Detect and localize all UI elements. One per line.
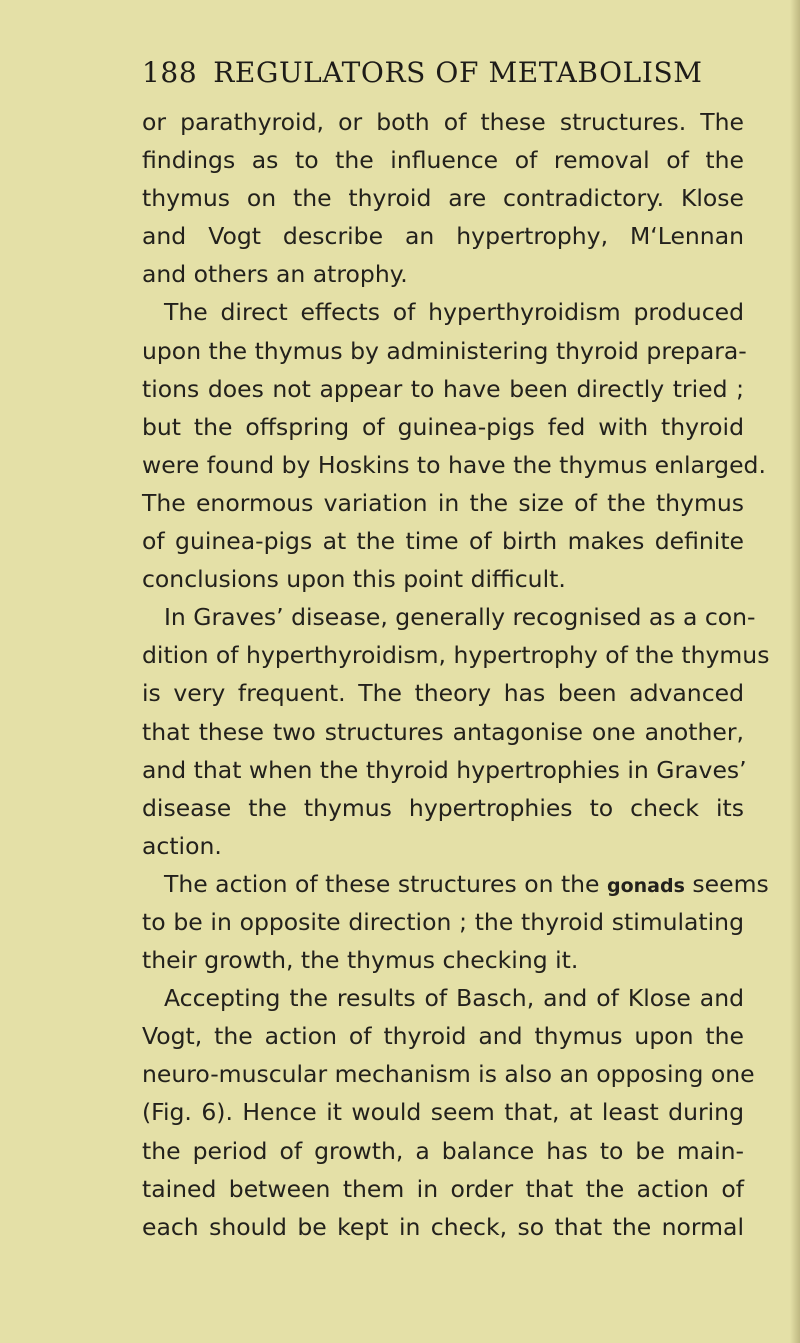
text-line: and that when the thyroid hypertrophies in Graves’ <box>142 755 747 784</box>
text-line: of guinea-pigs at the time of birth makes definite <box>142 527 744 556</box>
text-line: or parathyroid, or both of these structures. The <box>142 108 744 136</box>
text-line: and Vogt describe an hypertrophy, M‘Lennan <box>142 222 744 251</box>
text-fragment: The action of these structures on the <box>164 869 600 898</box>
text-line: dition of hyperthyroidism, hypertrophy of the thymus <box>142 641 770 670</box>
text-line: (Fig. 6). Hence it would seem that, at least during <box>142 1098 744 1127</box>
text-line: and others an atrophy. <box>142 260 408 289</box>
page-edge-shadow <box>790 0 800 1343</box>
text-line: findings as to the influence of removal of the <box>142 146 744 175</box>
text-line: In Graves’ disease, generally recognised as a con- <box>164 603 756 632</box>
page-number: 188 <box>142 56 198 89</box>
text-line <box>142 865 769 903</box>
body-text <box>142 103 770 1246</box>
text-line: action. <box>142 831 222 860</box>
text-line: that these two structures antagonise one another, <box>142 717 744 746</box>
text-line: is very frequent. The theory has been advanced <box>142 679 744 708</box>
text-line: each should be kept in check, so that the normal <box>142 1212 744 1241</box>
running-header <box>142 56 782 96</box>
text-line: to be in opposite direction ; the thyroid stimulating <box>142 907 744 936</box>
text-line: conclusions upon this point difficult. <box>142 565 566 594</box>
text-line: upon the thymus by administering thyroid prepara- <box>142 336 747 365</box>
running-title: REGULATORS OF METABOLISM <box>213 56 703 89</box>
text-line: The direct effects of hyperthyroidism produced <box>164 298 744 327</box>
text-line: but the offspring of guinea-pigs fed with thyroid <box>142 412 744 441</box>
text-line: tained between them in order that the action of <box>142 1174 744 1203</box>
text-line: the period of growth, a balance has to be main- <box>142 1136 744 1165</box>
term-gonads: gonads <box>607 874 685 897</box>
text-line: Accepting the results of Basch, and of Klose and <box>164 984 744 1013</box>
text-line: disease the thymus hypertrophies to check its <box>142 793 744 822</box>
text-line: neuro-muscular mechanism is also an opposing one <box>142 1060 755 1089</box>
text-line: were found by Hoskins to have the thymus enlarged. <box>142 450 766 479</box>
text-line: Vogt, the action of thyroid and thymus upon the <box>142 1022 744 1051</box>
text-line: The enormous variation in the size of the thymus <box>142 488 744 517</box>
text-fragment: seems <box>692 869 769 898</box>
text-line: tions does not appear to have been directly tried ; <box>142 374 744 403</box>
text-line: their growth, the thymus checking it. <box>142 946 579 975</box>
text-line: thymus on the thyroid are contradictory. Klose <box>142 184 744 213</box>
